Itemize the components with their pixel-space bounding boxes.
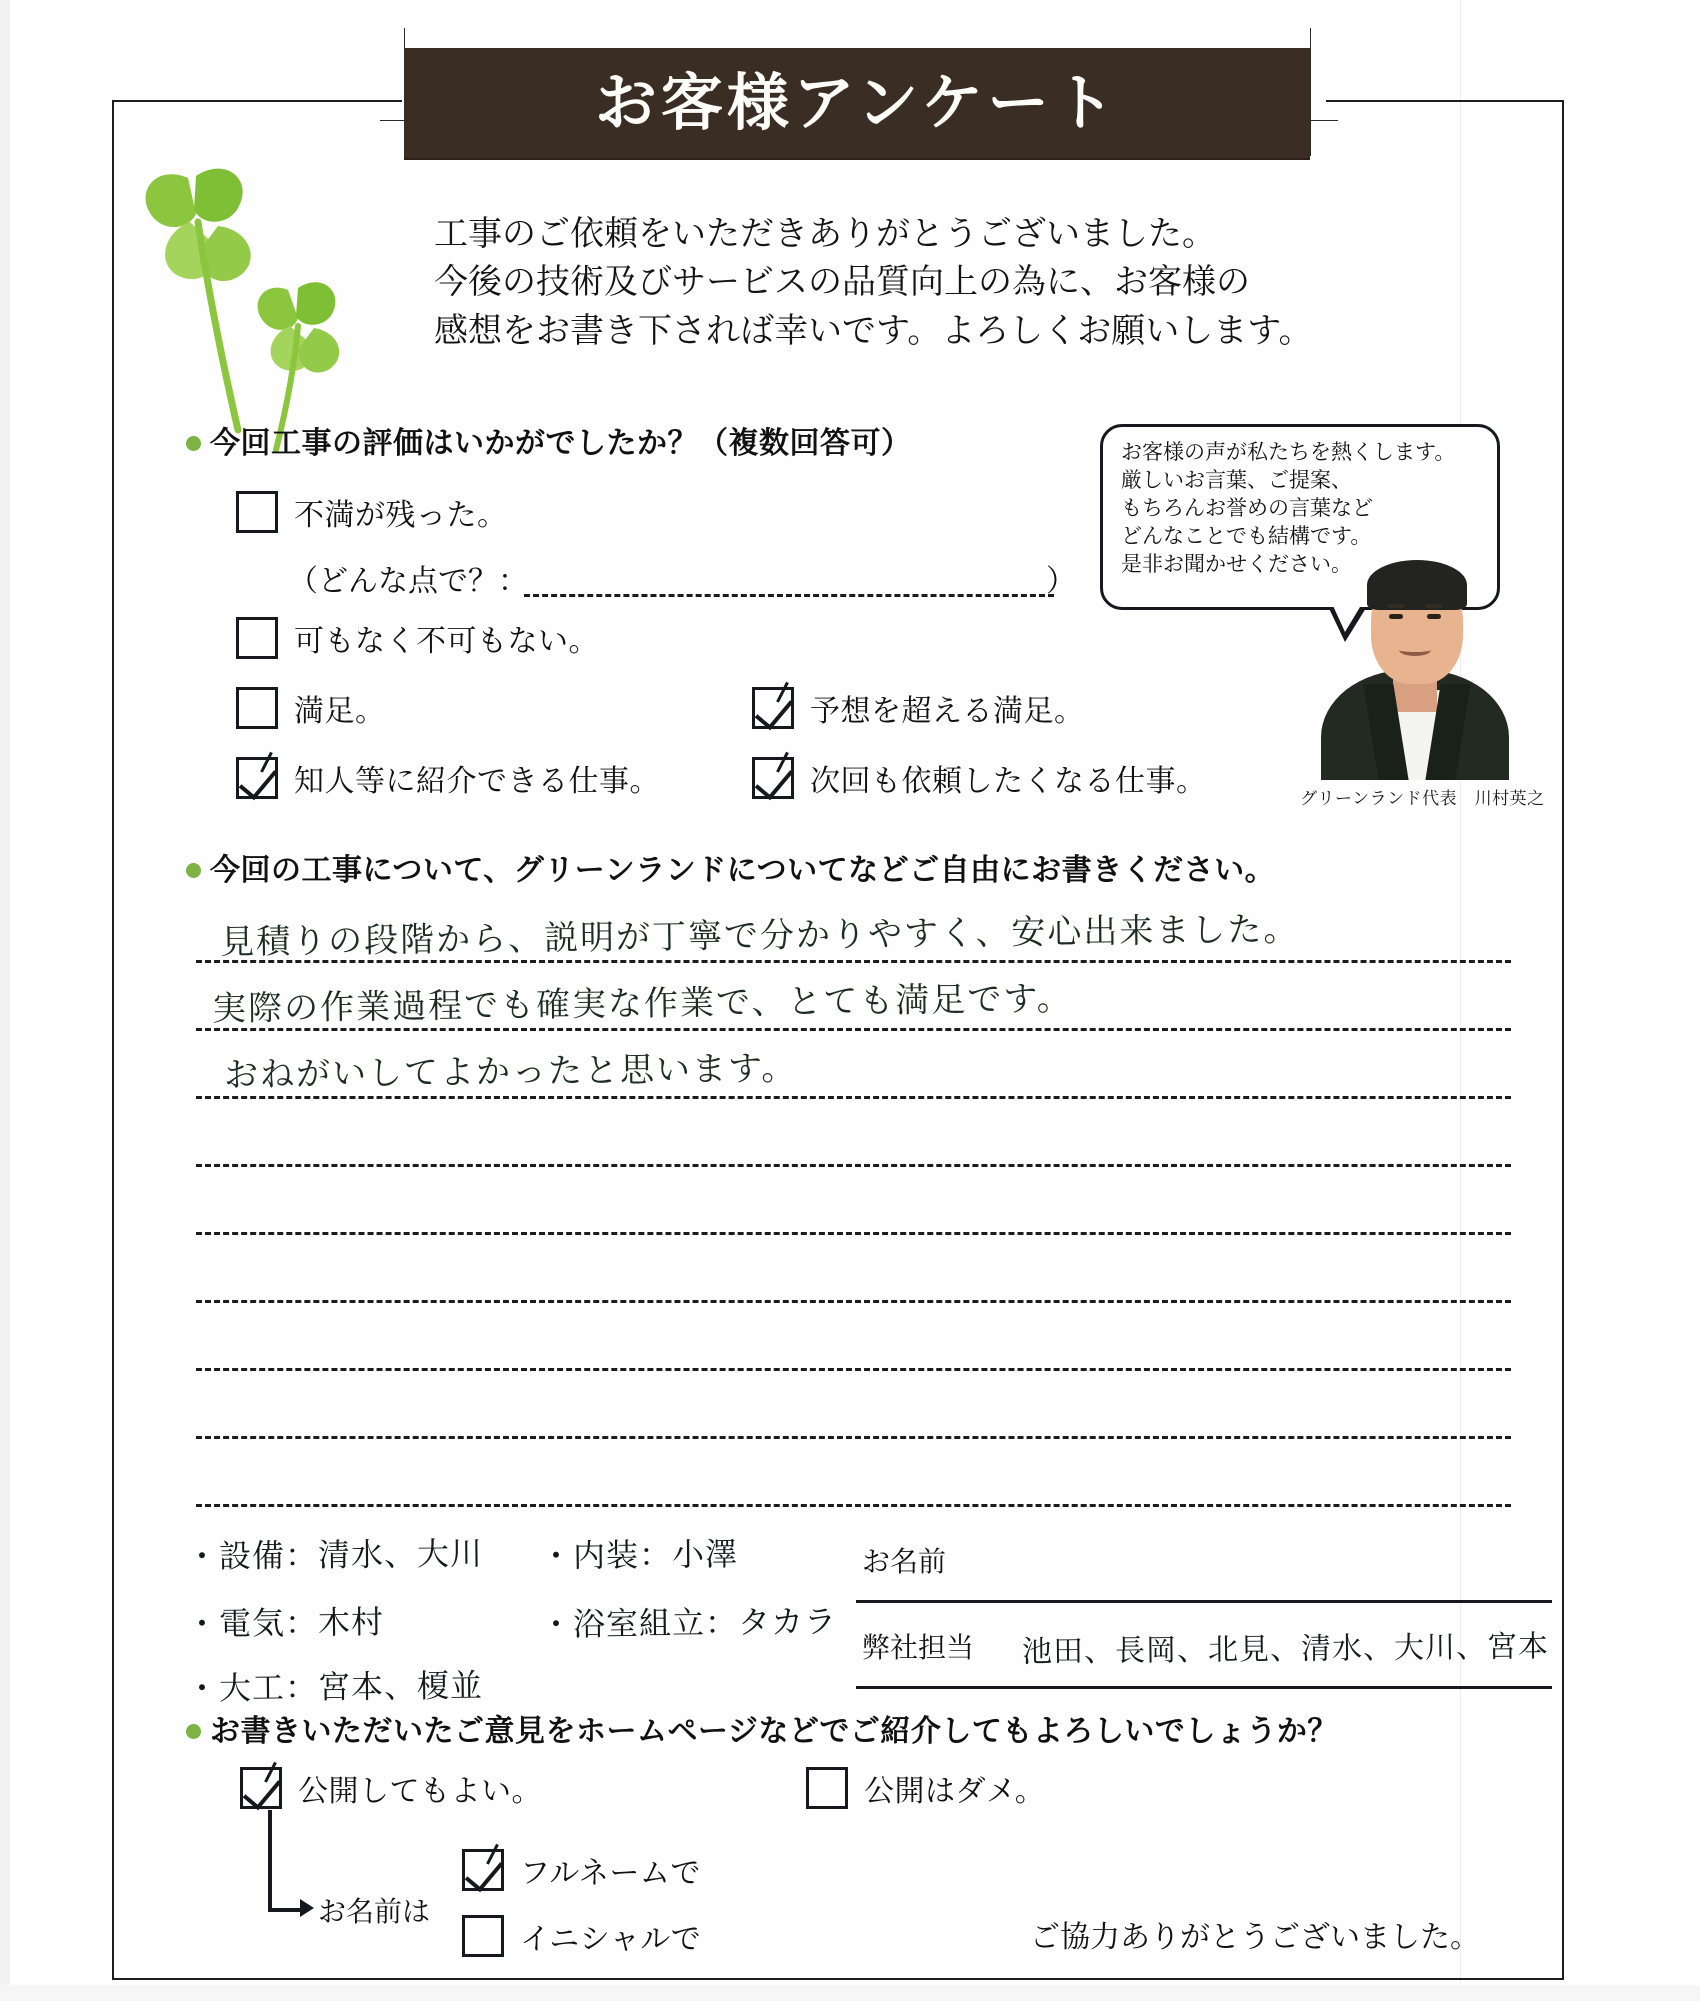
trade-carpentry-names: 宮本、榎並 xyxy=(317,1666,484,1707)
page-title: お客様アンケート xyxy=(594,66,1120,139)
bullet-icon xyxy=(186,863,201,878)
checkbox-label-exceeded: 予想を超える満足。 xyxy=(810,694,1085,729)
bubble-line-4: どんなことでも結構です。 xyxy=(1121,523,1372,548)
checkbox-row-reorder[interactable] xyxy=(752,756,1207,800)
question3-heading xyxy=(186,1706,1338,1750)
checkbox-recommend[interactable] xyxy=(236,757,278,799)
scan-edge-bottom xyxy=(0,1985,1700,2001)
representative-caption: グリーンランド代表 川村英之 xyxy=(1300,789,1545,809)
trade-interior-label: ・内装： xyxy=(539,1535,673,1576)
representative-photo xyxy=(1315,540,1515,780)
customer-name-underline[interactable] xyxy=(856,1600,1552,1603)
checkbox-label-publish-no: 公開はダメ。 xyxy=(864,1774,1046,1809)
form-border-top-left xyxy=(112,100,402,102)
checkbox-row-exceeded[interactable] xyxy=(752,686,1085,730)
bubble-line-3: もちろんお誉めの言葉など xyxy=(1121,495,1373,520)
name-format-arrow-vertical xyxy=(268,1810,272,1912)
question1-heading-text: 今回工事の評価はいかがでしたか？（複数回答可） xyxy=(210,426,912,461)
trade-bathroom-names: タカラ xyxy=(737,1602,838,1642)
checkbox-row-initials[interactable] xyxy=(462,1914,701,1958)
staff-in-charge-value: 池田、長岡、北見、清水、大川、宮本 xyxy=(1021,1629,1550,1670)
comment-rule-3[interactable] xyxy=(196,1096,1511,1099)
trade-interior xyxy=(540,1529,739,1577)
trade-electrical-label: ・電気： xyxy=(185,1603,319,1644)
comment-rule-8[interactable] xyxy=(196,1436,1511,1439)
trade-carpentry-label: ・大工： xyxy=(185,1668,319,1708)
checkbox-label-publish-ok: 公開してもよい。 xyxy=(298,1774,542,1809)
bubble-line-5: 是非お聞かせください。 xyxy=(1121,551,1352,576)
name-format-arrow-horizontal xyxy=(268,1908,304,1912)
trade-carpentry xyxy=(186,1660,483,1709)
trade-plumbing-names: 清水、大川 xyxy=(317,1534,484,1575)
detail-prompt-open: （どんな点で？： xyxy=(288,564,528,599)
checkbox-initials[interactable] xyxy=(462,1915,504,1957)
comment-rule-4[interactable] xyxy=(196,1164,1511,1167)
checkbox-dissatisfied[interactable] xyxy=(236,491,278,533)
checkbox-label-initials: イニシャルで xyxy=(520,1922,702,1957)
checkbox-would-reorder[interactable] xyxy=(752,757,794,799)
form-border-top-right xyxy=(1326,100,1564,102)
checkbox-publish-ok[interactable] xyxy=(240,1767,282,1809)
trade-bathroom-label: ・浴室組立： xyxy=(539,1603,739,1644)
checkbox-label-reorder: 次回も依頼したくなる仕事。 xyxy=(810,764,1207,799)
handwritten-comment-line-1: 見積りの段階から、説明が丁寧で分かりやすく、安心出来ました。 xyxy=(219,909,1300,963)
intro-line-1: 工事のご依頼をいただきありがとうございました。 xyxy=(434,214,1216,254)
checkbox-fullname[interactable] xyxy=(462,1849,504,1891)
checkbox-label-fullname: フルネームで xyxy=(520,1856,701,1891)
scan-edge-left xyxy=(0,0,10,2001)
handwritten-comment-line-3: おねがいしてよかったと思います。 xyxy=(223,1048,798,1096)
trade-plumbing xyxy=(186,1528,483,1577)
intro-line-3: 感想をお書き下されば幸いです。よろしくお願いします。 xyxy=(434,310,1313,351)
checkbox-label-satisfied: 満足。 xyxy=(294,694,386,729)
comment-rule-9[interactable] xyxy=(196,1504,1511,1507)
staff-in-charge-underline[interactable] xyxy=(856,1686,1552,1689)
trade-interior-names: 小澤 xyxy=(671,1534,739,1574)
bullet-icon xyxy=(186,436,201,451)
checkbox-row-fullname[interactable] xyxy=(462,1848,701,1892)
checkbox-label-dissatisfied: 不満が残った。 xyxy=(294,498,508,533)
checkbox-neutral[interactable] xyxy=(236,617,278,659)
thanks-message: ご協力ありがとうございました。 xyxy=(1030,1920,1480,1955)
bullet-icon xyxy=(186,1724,201,1739)
staff-in-charge-label: 弊社担当 xyxy=(862,1631,975,1664)
checkbox-satisfied[interactable] xyxy=(236,687,278,729)
bubble-line-2: 厳しいお言葉、ご提案、 xyxy=(1121,467,1352,492)
page-title-banner xyxy=(404,48,1310,158)
question2-heading-text: 今回の工事について、グリーンランドについてなどご自由にお書きください。 xyxy=(210,853,1276,888)
comment-rule-2[interactable] xyxy=(196,1028,1511,1031)
checkbox-row-dissatisfied[interactable] xyxy=(236,490,508,534)
clover-decoration-icon xyxy=(126,130,376,460)
intro-paragraph xyxy=(434,210,1444,355)
comment-rule-5[interactable] xyxy=(196,1232,1511,1235)
checkbox-row-satisfied[interactable] xyxy=(236,686,386,730)
checkbox-exceeded-expectations[interactable] xyxy=(752,687,794,729)
bubble-line-1: お客様の声が私たちを熱くします。 xyxy=(1121,440,1456,464)
checkbox-label-neutral: 可もなく不可もない。 xyxy=(294,624,599,659)
trade-electrical-names: 木村 xyxy=(317,1602,385,1642)
comment-rule-6[interactable] xyxy=(196,1300,1511,1303)
name-format-arrow-head-icon xyxy=(300,1899,314,1917)
trade-bathroom-assembly xyxy=(540,1596,837,1645)
name-format-label: お名前は xyxy=(318,1895,431,1928)
trade-electrical xyxy=(186,1597,385,1645)
comment-rule-7[interactable] xyxy=(196,1368,1511,1371)
question1-heading xyxy=(186,418,912,462)
checkbox-row-recommend[interactable] xyxy=(236,756,660,800)
checkbox-row-publish-no[interactable] xyxy=(806,1766,1045,1810)
checkbox-row-publish-ok[interactable] xyxy=(240,1766,542,1810)
intro-line-2: 今後の技術及びサービスの品質向上の為に、お客様の xyxy=(434,262,1250,303)
customer-name-label: お名前 xyxy=(862,1545,947,1578)
question3-heading-text: お書きいただいたご意見をホームページなどでご紹介してもよろしいでしょうか？ xyxy=(210,1714,1338,1749)
detail-prompt-close: ） xyxy=(1046,564,1076,599)
detail-answer-line[interactable] xyxy=(524,594,1054,597)
crop-mark-right-vertical xyxy=(1310,28,1311,156)
trade-plumbing-label: ・設備： xyxy=(185,1536,319,1576)
checkbox-label-recommend: 知人等に紹介できる仕事。 xyxy=(294,764,660,799)
handwritten-comment-line-2: 実際の作業過程でも確実な作業で、とても満足です。 xyxy=(211,978,1073,1030)
checkbox-publish-no[interactable] xyxy=(806,1767,848,1809)
question2-heading xyxy=(186,845,1275,889)
checkbox-row-neutral[interactable] xyxy=(236,616,599,660)
